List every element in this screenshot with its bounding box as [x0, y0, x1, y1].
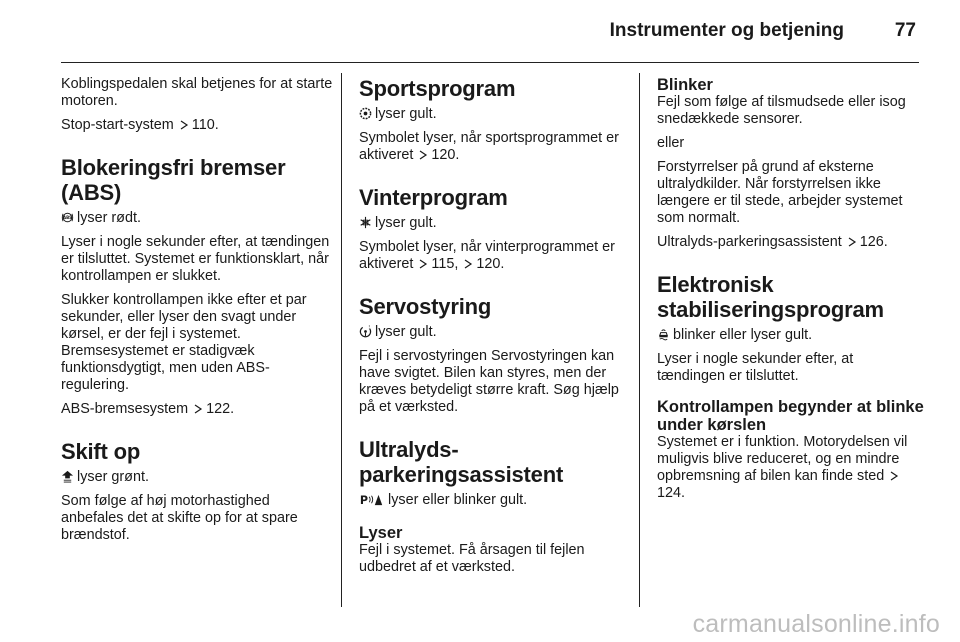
page-title: Instrumenter og betjening	[609, 20, 844, 41]
shift-up-paragraph: Som følge af høj motorhastighed anbefales det at skifte op for at spare brændstof.	[61, 493, 298, 543]
abs-status: ABS lyser rødt.	[63, 210, 141, 226]
page-ref-arrow-icon	[180, 120, 189, 130]
parking-assist-status: P lyser eller blinker gult.	[359, 492, 528, 508]
shift-up-heading: Skift op	[61, 439, 141, 464]
stop-start-reference: Stop-start-system 110.	[61, 117, 219, 133]
header-rule	[61, 62, 919, 63]
parking-assist-heading: Ultralyds- parkeringsassistent	[359, 437, 564, 487]
abs-warning-icon	[61, 211, 74, 224]
page-ref-arrow-icon	[848, 237, 857, 247]
parking-assist-reference: Ultralyds-parkeringsassistent 126.	[657, 234, 888, 250]
snowflake-icon	[359, 216, 372, 229]
winter-program-status: lyser gult.	[359, 215, 631, 232]
winter-program-paragraph: Symbolet lyser, når vinterprogrammet er aktiveret 115, 120.	[359, 239, 615, 272]
page-ref-arrow-icon	[890, 471, 899, 481]
abs-heading: Blokeringsfri bremser (ABS)	[61, 155, 286, 205]
power-steering-paragraph: Fejl i servostyringen Servostyringen kan have svigtet. Bilen kan styres, men der kræves betydeligt større kraft. Søg hjælp på et værksted.	[359, 348, 619, 415]
winter-program-heading: Vinterprogram	[359, 185, 508, 210]
stability-control-icon	[657, 328, 670, 341]
column-1	[61, 76, 333, 551]
lyser-heading: Lyser	[359, 524, 403, 542]
abs-paragraph-2: Slukker kontrollampen ikke efter et par sekunder, eller lyser den svagt under kørsel, er der fejl i systemet. Bremsesystemet er stadigvæk funktionsdygtigt, men uden ABS-regulering.	[61, 292, 307, 393]
svg-text:!: !	[368, 325, 371, 331]
column-divider-2	[639, 73, 640, 607]
shift-up-icon	[61, 470, 74, 483]
sport-program-heading: Sportsprogram	[359, 76, 516, 101]
lyser-paragraph: Fejl i systemet. Få årsagen til fejlen udbedret af et værksted.	[359, 542, 585, 575]
column-2	[359, 76, 631, 583]
column-3	[657, 76, 925, 509]
abs-reference: ABS-bremsesystem 122.	[61, 401, 235, 417]
page-number: 77	[894, 20, 916, 41]
esp-heading: Elektronisk stabiliseringsprogram	[657, 272, 884, 322]
svg-text:ABS: ABS	[63, 215, 72, 221]
eller-text: eller	[657, 135, 685, 151]
steering-wheel-icon	[359, 325, 372, 338]
page-ref-arrow-icon	[464, 259, 473, 269]
shift-up-status: lyser grønt.	[61, 469, 333, 486]
power-steering-heading: Servostyring	[359, 294, 492, 319]
power-steering-status: ! lyser gult.	[359, 324, 631, 341]
svg-text:P: P	[359, 494, 369, 506]
clutch-paragraph: Koblingspedalen skal betjenes for at starte motoren.	[61, 76, 333, 109]
esp-sub-heading: Kontrollampen begynder at blinke under kørslen	[657, 398, 924, 434]
page-ref-arrow-icon	[419, 150, 428, 160]
sport-mode-icon	[359, 107, 372, 120]
watermark: carmanualsonline.info	[692, 610, 940, 638]
blinker-heading: Blinker	[657, 76, 713, 94]
blinker-paragraph: Fejl som følge af tilsmudsede eller isog snedækkede sensorer.	[657, 94, 906, 127]
page-ref-arrow-icon	[194, 404, 203, 414]
column-divider-1	[341, 73, 342, 607]
esp-status: blinker eller lyser gult.	[657, 327, 925, 344]
page-ref-arrow-icon	[419, 259, 428, 269]
esp-paragraph-1: Lyser i nogle sekunder efter, at tændingen er tilsluttet.	[657, 351, 854, 384]
esp-paragraph-2: Systemet er i funktion. Motorydelsen vil muligvis blive reduceret, og en mindre opbremsning af bilen kan finde sted 124.	[657, 434, 908, 501]
sport-program-status: lyser gult.	[359, 106, 631, 123]
sport-program-paragraph: Symbolet lyser, når sportsprogrammet er aktiveret 120.	[359, 130, 619, 163]
interference-paragraph: Forstyrrelser på grund af eksterne ultralydkilder. Når forstyrrelsen ikke længere er til stede, arbejder systemet som normalt.	[657, 159, 903, 226]
abs-paragraph-1: Lyser i nogle sekunder efter, at tændingen er tilsluttet. Systemet er funktionsklart, når kontrollampen er slukket.	[61, 234, 330, 284]
parking-sensor-icon	[359, 493, 385, 506]
